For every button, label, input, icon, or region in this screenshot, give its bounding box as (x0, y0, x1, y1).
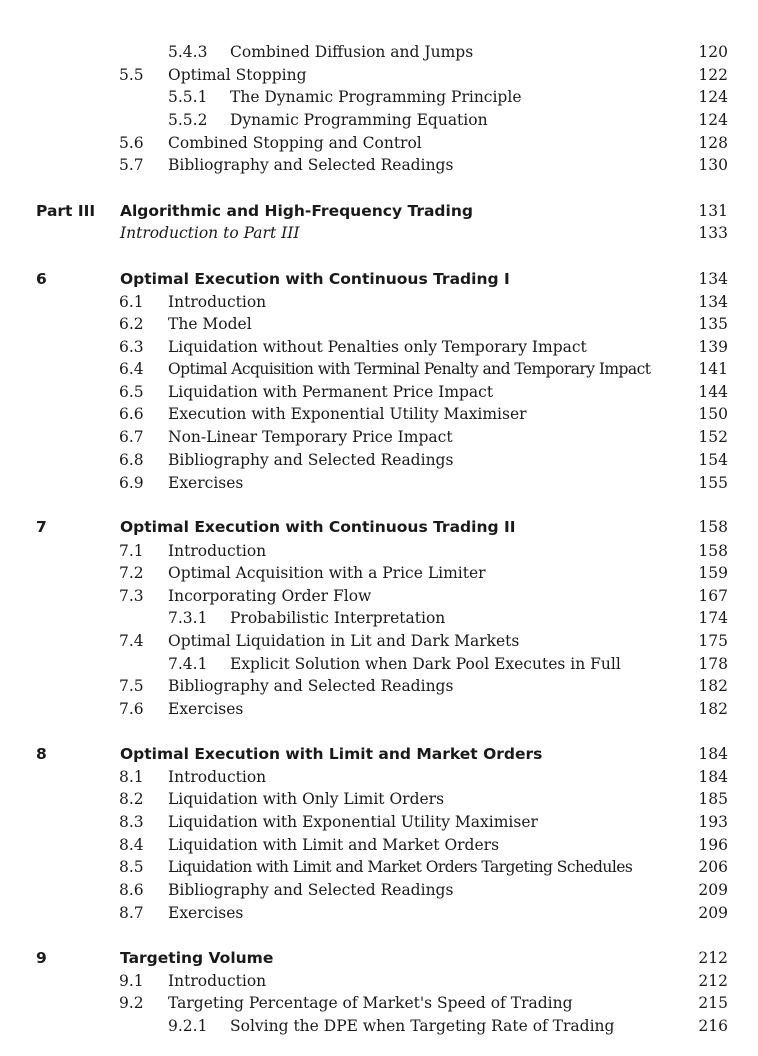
toc-entry-title: Combined Stopping and Control (168, 134, 422, 152)
toc-entry-title: Explicit Solution when Dark Pool Executes in Full (230, 655, 621, 673)
toc-entry-page: 184 (698, 745, 728, 763)
toc-entry-number: 8.4 (119, 836, 144, 854)
toc-entry[interactable] (0, 313, 758, 335)
toc-entry-page: 141 (698, 360, 728, 378)
toc-part-heading[interactable] (0, 200, 758, 222)
toc-entry-title: Solving the DPE when Targeting Rate of Trading (230, 1017, 615, 1035)
toc-entry-page: 178 (698, 655, 728, 673)
toc-entry-title: Liquidation with Permanent Price Impact (168, 383, 494, 401)
toc-entry[interactable] (0, 879, 758, 901)
toc-entry-page: 128 (698, 134, 728, 152)
toc-entry-page: 154 (698, 451, 728, 469)
toc-entry[interactable] (0, 834, 758, 856)
toc-entry-number: 9.2.1 (168, 1017, 208, 1035)
toc-chapter-number: 7 (36, 518, 47, 536)
toc-entry-title: The Dynamic Programming Principle (230, 88, 522, 106)
toc-entry-title: Exercises (168, 700, 244, 718)
toc-entry[interactable] (0, 992, 758, 1014)
toc-entry-page: 158 (698, 542, 728, 560)
toc-entry-number: 6.9 (119, 474, 144, 492)
toc-entry-title: Optimal Acquisition with Terminal Penalty and Temporary Impact (168, 360, 651, 378)
toc-entry[interactable] (0, 585, 758, 607)
toc-entry-page: 182 (698, 700, 728, 718)
toc-entry-title: Bibliography and Selected Readings (168, 156, 454, 174)
toc-entry-page: 175 (698, 632, 728, 650)
toc-entry-number: 7.4.1 (168, 655, 208, 673)
toc-entry-title: Exercises (168, 904, 244, 922)
toc-entry-number: 7.5 (119, 677, 144, 695)
toc-entry-title: Non-Linear Temporary Price Impact (168, 428, 453, 446)
toc-entry[interactable] (0, 403, 758, 425)
toc-entry-number: 9.2 (119, 994, 144, 1012)
toc-entry-title: Introduction (168, 542, 267, 560)
toc-chapter-heading[interactable] (0, 947, 758, 969)
toc-entry-page: 133 (698, 224, 728, 242)
toc-entry-number: 7.3.1 (168, 609, 208, 627)
toc-entry-title: Combined Diffusion and Jumps (230, 43, 474, 61)
toc-entry-number: 8.5 (119, 858, 144, 876)
toc-entry[interactable] (0, 970, 758, 992)
toc-entry-title: Dynamic Programming Equation (230, 111, 488, 129)
toc-entry-page: 159 (698, 564, 728, 582)
toc-entry[interactable] (0, 86, 758, 108)
toc-entry-title: Liquidation with Only Limit Orders (168, 790, 445, 808)
toc-entry-page: 158 (698, 518, 728, 536)
toc-entry-page: 216 (698, 1017, 728, 1035)
toc-entry-title: Introduction (168, 972, 267, 990)
toc-entry[interactable] (0, 336, 758, 358)
toc-entry[interactable] (0, 607, 758, 629)
toc-entry-page: 135 (698, 315, 728, 333)
toc-entry-page: 196 (698, 836, 728, 854)
toc-entry-number: 6.5 (119, 383, 144, 401)
toc-entry-title: Liquidation without Penalties only Temporary Impact (168, 338, 587, 356)
toc-entry[interactable] (0, 630, 758, 652)
toc-entry-title: Bibliography and Selected Readings (168, 677, 454, 695)
toc-entry[interactable] (0, 811, 758, 833)
toc-entry-page: 134 (698, 293, 728, 311)
toc-entry[interactable] (0, 132, 758, 154)
toc-entry-number: 8.6 (119, 881, 144, 899)
toc-entry[interactable] (0, 64, 758, 86)
toc-chapter-title: Optimal Execution with Continuous Trading I (120, 270, 510, 288)
toc-chapter-title: Optimal Execution with Limit and Market Orders (120, 745, 543, 763)
toc-entry[interactable] (0, 788, 758, 810)
toc-chapter-heading[interactable] (0, 516, 758, 538)
toc-entry-number: 5.5.2 (168, 111, 208, 129)
toc-entry[interactable] (0, 902, 758, 924)
toc-entry-number: 5.5 (119, 66, 144, 84)
toc-entry-title: Introduction to Part III (120, 224, 300, 242)
toc-entry-title: Execution with Exponential Utility Maximiser (168, 405, 527, 423)
toc-entry-page: 212 (698, 972, 728, 990)
toc-entry-title: Liquidation with Limit and Market Orders (168, 836, 500, 854)
toc-entry-page: 152 (698, 428, 728, 446)
toc-entry-number: 6.1 (119, 293, 144, 311)
toc-entry[interactable] (0, 472, 758, 494)
toc-entry-number: 5.7 (119, 156, 144, 174)
toc-entry-number: 6.7 (119, 428, 144, 446)
toc-entry[interactable] (0, 109, 758, 131)
toc-entry-number: 6.6 (119, 405, 144, 423)
toc-entry-page: 174 (698, 609, 728, 627)
toc-entry[interactable] (0, 426, 758, 448)
toc-entry-number: 8.7 (119, 904, 144, 922)
toc-entry-page: 124 (698, 111, 728, 129)
toc-entry-title: Introduction (168, 768, 267, 786)
toc-entry-title: The Model (168, 315, 252, 333)
toc-entry-title: Bibliography and Selected Readings (168, 451, 454, 469)
toc-entry-number: 7.6 (119, 700, 144, 718)
toc-entry[interactable] (0, 675, 758, 697)
toc-entry-number: 7.4 (119, 632, 144, 650)
toc-chapter-title: Optimal Execution with Continuous Trading II (120, 518, 516, 536)
toc-entry[interactable] (0, 698, 758, 720)
toc-entry[interactable] (0, 358, 758, 380)
toc-entry-number: 6.4 (119, 360, 144, 378)
toc-chapter-number: 8 (36, 745, 47, 763)
toc-entry-page: 206 (698, 858, 728, 876)
toc-chapter-number: 6 (36, 270, 47, 288)
toc-chapter-number: 9 (36, 949, 47, 967)
toc-entry-title: Targeting Percentage of Market's Speed of Trading (168, 994, 573, 1012)
toc-entry[interactable] (0, 291, 758, 313)
toc-entry-page: 212 (698, 949, 728, 967)
toc-entry-number: 6.2 (119, 315, 144, 333)
toc-entry-title: Liquidation with Exponential Utility Maximiser (168, 813, 538, 831)
toc-entry-page: 215 (698, 994, 728, 1012)
toc-entry-number: 9.1 (119, 972, 144, 990)
toc-entry-page: 150 (698, 405, 728, 423)
toc-entry[interactable] (0, 41, 758, 63)
toc-entry-title: Optimal Acquisition with a Price Limiter (168, 564, 486, 582)
toc-entry-title: Bibliography and Selected Readings (168, 881, 454, 899)
toc-entry-number: 8.2 (119, 790, 144, 808)
toc-entry[interactable] (0, 653, 758, 675)
toc-chapter-heading[interactable] (0, 743, 758, 765)
toc-entry-page: 120 (698, 43, 728, 61)
toc-entry-number: 8.1 (119, 768, 144, 786)
toc-entry-number: 7.2 (119, 564, 144, 582)
toc-chapter-heading[interactable] (0, 268, 758, 290)
toc-entry-page: 209 (698, 881, 728, 899)
toc-entry-title: Exercises (168, 474, 244, 492)
toc-entry-title: Optimal Liquidation in Lit and Dark Markets (168, 632, 520, 650)
toc-part-number: Part III (36, 202, 96, 220)
toc-entry-page: 124 (698, 88, 728, 106)
toc-entry[interactable] (0, 856, 758, 878)
toc-entry-page: 193 (698, 813, 728, 831)
toc-entry-number: 7.3 (119, 587, 144, 605)
toc-chapter-title: Targeting Volume (120, 949, 274, 967)
toc-entry-title: Incorporating Order Flow (168, 587, 372, 605)
toc-entry-page: 131 (698, 202, 728, 220)
toc-entry-title: Probabilistic Interpretation (230, 609, 446, 627)
toc-entry[interactable] (0, 766, 758, 788)
toc-entry-page: 209 (698, 904, 728, 922)
toc-entry[interactable] (0, 381, 758, 403)
toc-entry[interactable] (0, 1015, 758, 1037)
toc-entry-page: 185 (698, 790, 728, 808)
toc-entry[interactable] (0, 154, 758, 176)
toc-entry-page: 155 (698, 474, 728, 492)
toc-entry-number: 5.6 (119, 134, 144, 152)
toc-entry[interactable] (0, 562, 758, 584)
toc-entry[interactable] (0, 449, 758, 471)
toc-entry-page: 144 (698, 383, 728, 401)
toc-entry-page: 122 (698, 66, 728, 84)
toc-entry-title: Introduction (168, 293, 267, 311)
toc-entry-title: Optimal Stopping (168, 66, 307, 84)
toc-entry-page: 139 (698, 338, 728, 356)
toc-entry-page: 182 (698, 677, 728, 695)
toc-entry-page: 134 (698, 270, 728, 288)
toc-entry-page: 130 (698, 156, 728, 174)
toc-entry-number: 5.5.1 (168, 88, 208, 106)
toc-entry-title: Liquidation with Limit and Market Orders Targeting Schedules (168, 858, 633, 876)
toc-entry-number: 5.4.3 (168, 43, 208, 61)
toc-entry[interactable] (0, 222, 758, 244)
toc-entry-number: 6.3 (119, 338, 144, 356)
toc-entry-page: 167 (698, 587, 728, 605)
toc-entry-number: 7.1 (119, 542, 144, 560)
toc-entry-page: 184 (698, 768, 728, 786)
toc-entry-number: 8.3 (119, 813, 144, 831)
toc-part-title: Algorithmic and High-Frequency Trading (120, 202, 473, 220)
toc-entry-number: 6.8 (119, 451, 144, 469)
toc-entry[interactable] (0, 540, 758, 562)
